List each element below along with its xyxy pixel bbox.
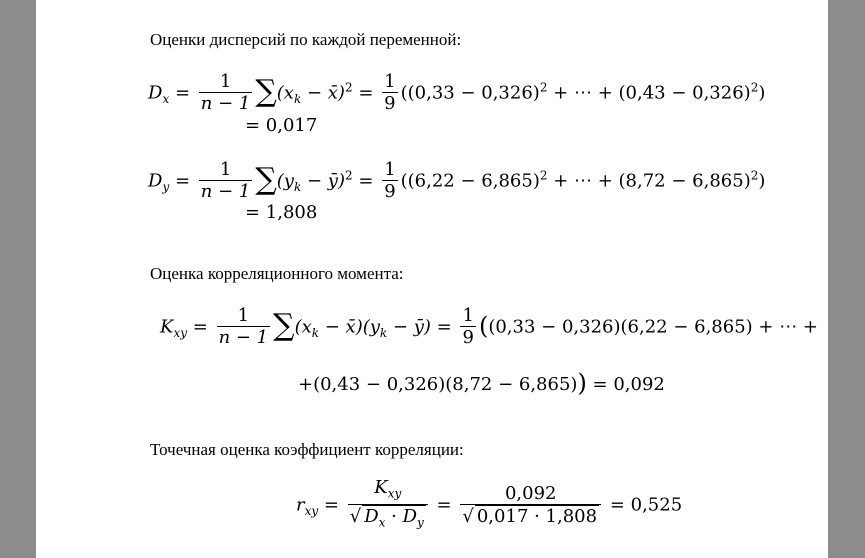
correlation-moment-heading: Оценка корреляционного момента: bbox=[150, 264, 404, 283]
sum-symbol: ∑ bbox=[255, 73, 277, 109]
kxy-coef-fraction: $\frac{1}{9}$ bbox=[462, 305, 474, 348]
rxy-symbol: r bbox=[296, 494, 305, 516]
sum-symbol: ∑ bbox=[255, 161, 277, 197]
formula-dx: $D_x$ = $\frac{1}{n - 1}$ $\sum(x_k$ − x̄)$^2$ = $\frac{1}{9}$ ($(0,33 - 0,326)^2$ + ⋯ + $(0,43 - 0,326)^2$) bbox=[148, 71, 766, 114]
kxy-fraction: $\frac{1}{n - 1}$ bbox=[218, 305, 269, 348]
sqrt-numeric: 0,017 · 1,808 bbox=[476, 505, 598, 527]
correlation-coef-heading: Точечная оценка коэффициент корреляции: bbox=[150, 440, 464, 459]
dx-fraction: $\frac{1}{n - 1}$ bbox=[200, 71, 251, 114]
formula-rxy: $r_{xy}$ = $\frac{K_{xy}}{√ D_x \cdot D_y}$ = $\frac{0,092}{√ 0,017 \cdot 1,808}$ = 0,525 bbox=[296, 478, 682, 533]
equals-sign: = bbox=[174, 82, 191, 104]
sum-symbol: ∑ bbox=[273, 307, 295, 343]
rxy-fraction-numeric: $\frac{0,092}{√ 0,017 \cdot 1,808}$ bbox=[460, 484, 601, 528]
document-page bbox=[36, 0, 828, 558]
dx-sub: x bbox=[162, 92, 170, 107]
formula-kxy: $K_{xy}$ = $\frac{1}{n - 1}$ $\sum(x_k$ − $x̄)(y_k$ − ȳ) = $\frac{1}{9}$ ((0,33 − 0,326)(6,22 − 6,865) + ⋯ + bbox=[160, 305, 818, 348]
rxy-fraction-symbolic: $\frac{K_{xy}}{√ D_x \cdot D_y}$ bbox=[348, 478, 428, 533]
rxy-result: = 0,525 bbox=[609, 494, 683, 516]
dy-sub: y bbox=[162, 180, 170, 195]
formula-dy: $D_y$ = $\frac{1}{n - 1}$ $\sum(y_k$ − ȳ)$^2$ = $\frac{1}{9}$ ($(6,22 - 6,865)^2$ + ⋯ + $(8,72 - 6,865)^2$) bbox=[148, 159, 766, 202]
formula-kxy-line2: +(0,43 − 0,326)(8,72 − 6,865)) = 0,092 bbox=[298, 369, 665, 397]
dy-fraction: $\frac{1}{n - 1}$ bbox=[200, 159, 251, 202]
dx-coef-fraction: $\frac{1}{9}$ bbox=[384, 71, 396, 114]
dispersion-heading: Оценки дисперсий по каждой переменной: bbox=[150, 30, 462, 49]
dy-result: = 1,808 bbox=[245, 202, 318, 223]
dx-result: = 0,017 bbox=[245, 115, 318, 136]
kxy-symbol: K bbox=[160, 316, 174, 338]
dy-coef-fraction: $\frac{1}{9}$ bbox=[384, 159, 396, 202]
dx-symbol: D bbox=[148, 82, 163, 104]
dy-symbol: D bbox=[148, 170, 163, 192]
sqrt-symbolic: $D_x \cdot D_y$ bbox=[362, 505, 426, 534]
